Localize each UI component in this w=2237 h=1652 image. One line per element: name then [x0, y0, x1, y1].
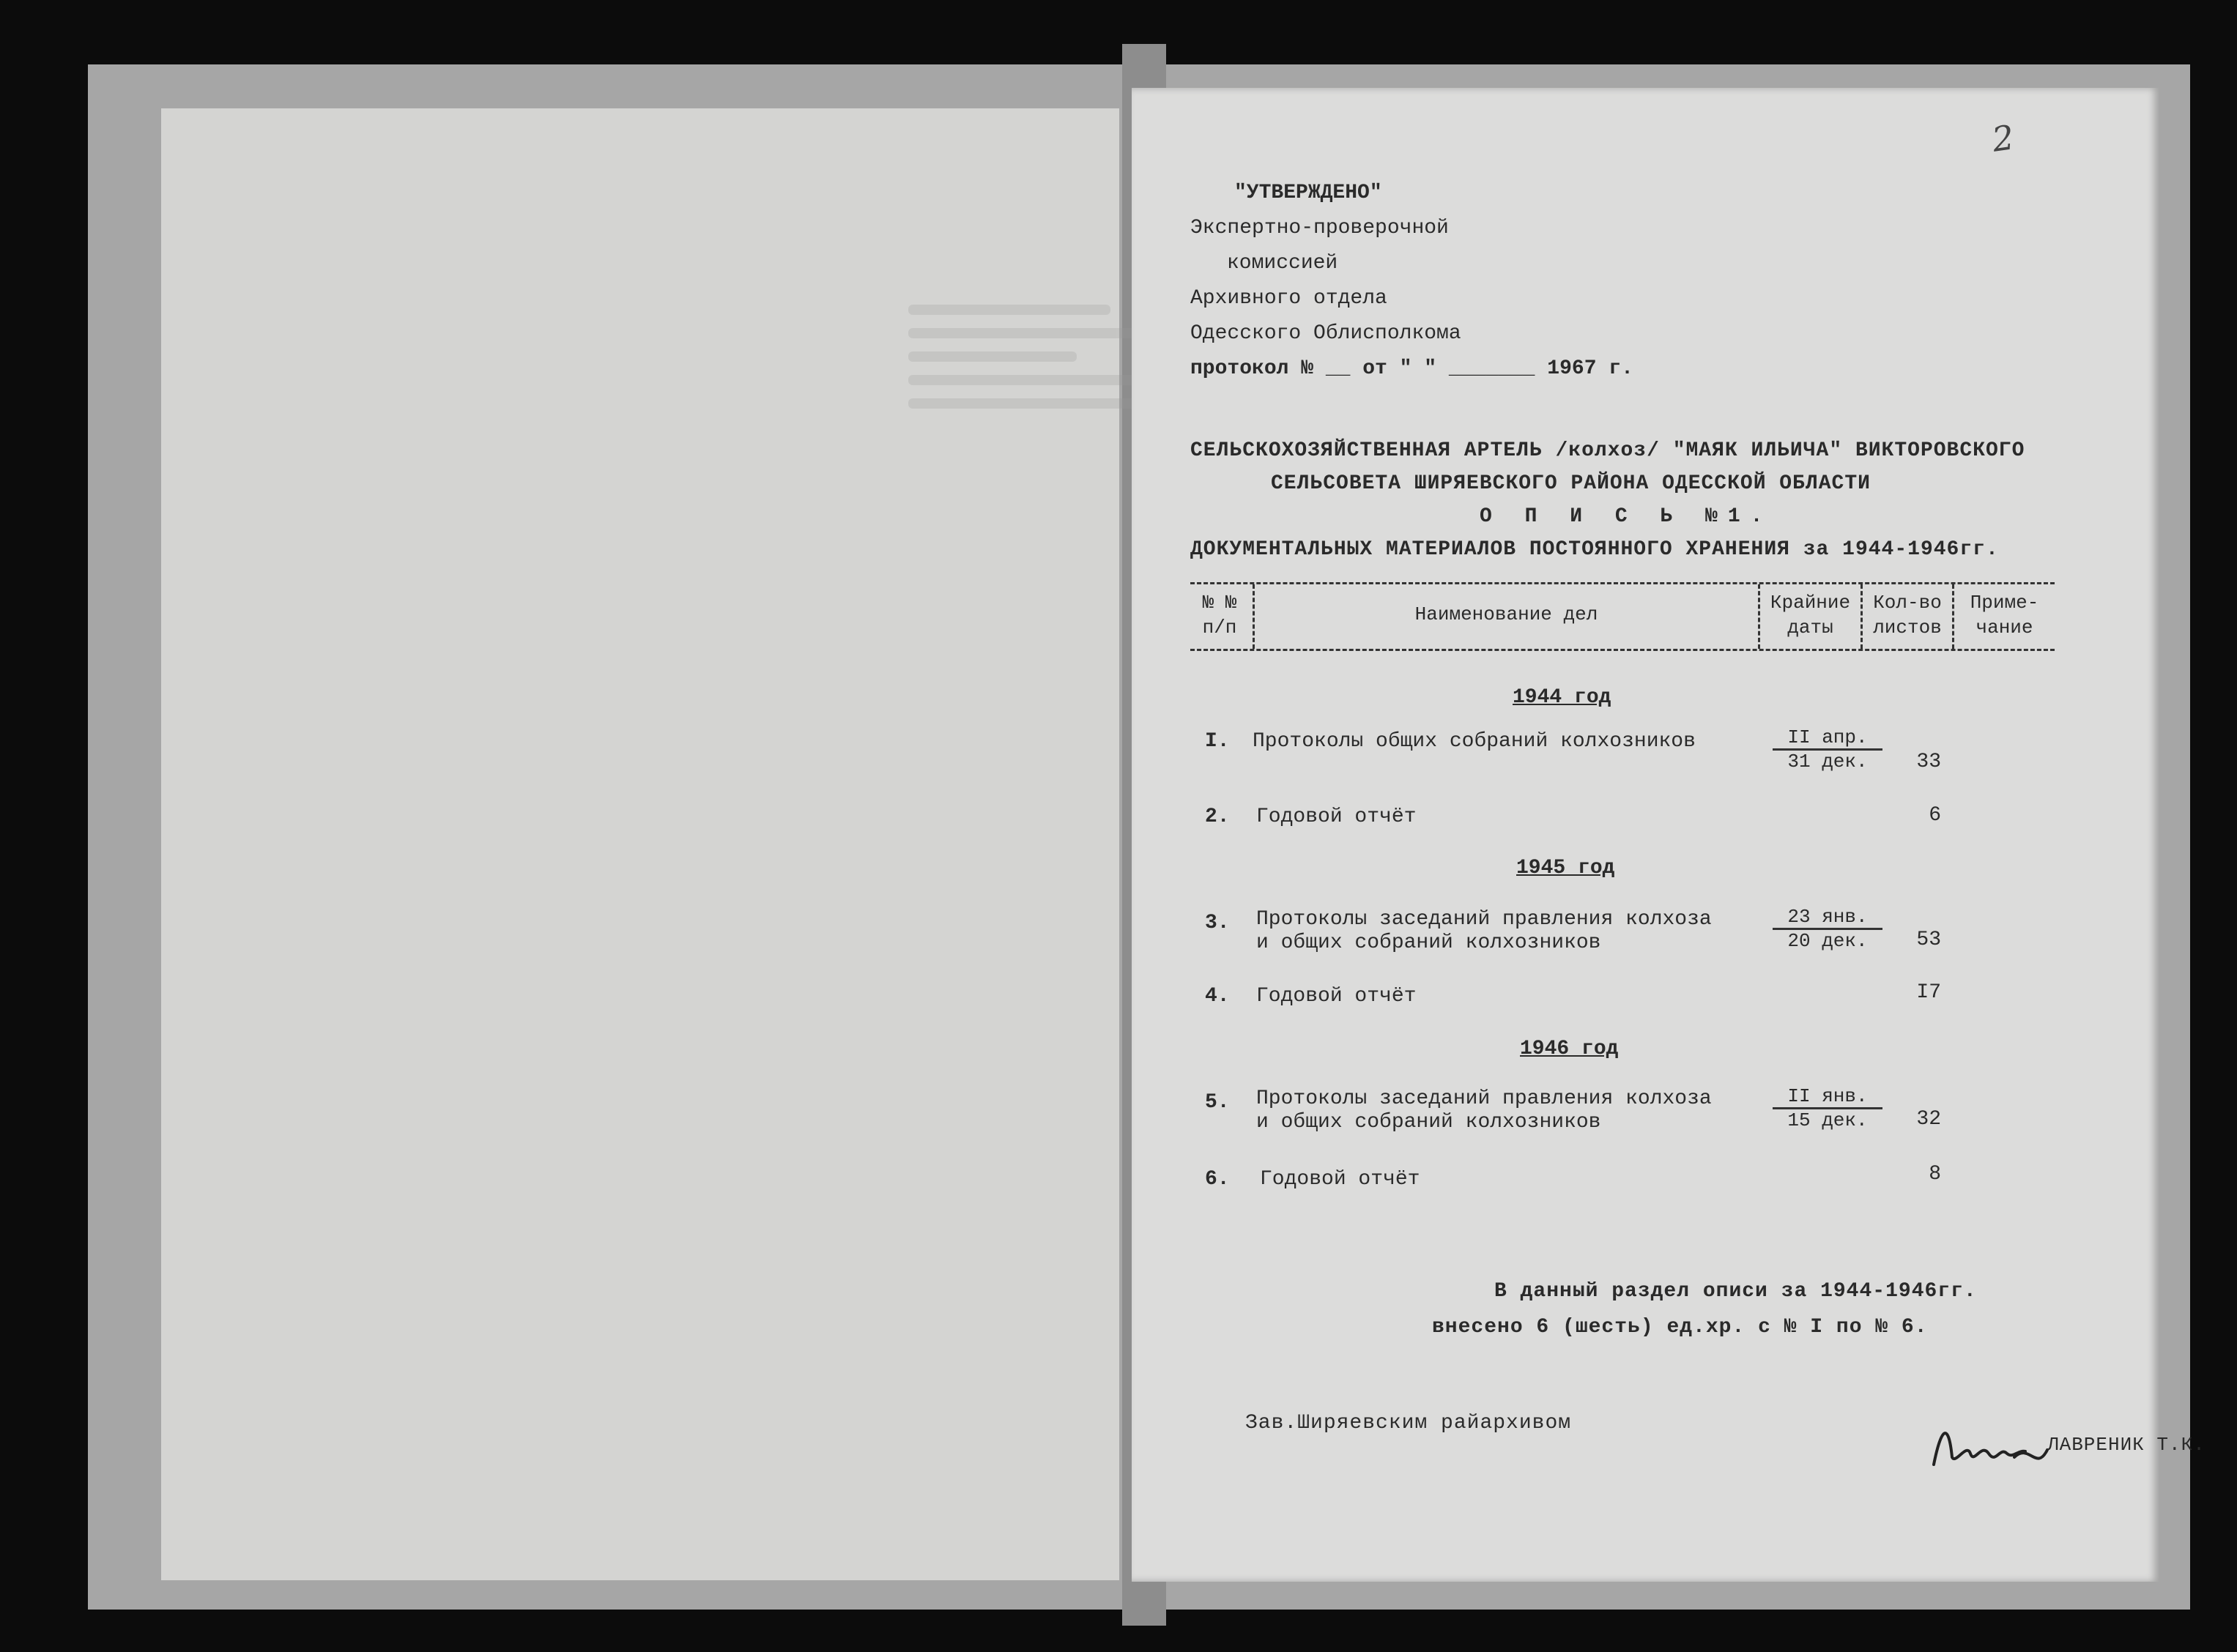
- row-title: Протоколы заседаний правления колхоза и общих собраний колхозников: [1256, 1087, 1712, 1134]
- row-number: 6.: [1205, 1168, 1230, 1191]
- row-number: 2.: [1205, 805, 1230, 828]
- date-to: 31 дек.: [1787, 751, 1868, 773]
- row-number: I.: [1205, 730, 1230, 753]
- approval-line-3: комиссией: [1227, 252, 1338, 275]
- org-title-line-1: СЕЛЬСКОХОЗЯЙСТВЕННАЯ АРТЕЛЬ /колхоз/ "МАЯК ИЛЬИЧА" ВИКТОРОВСКОГО: [1190, 439, 2025, 462]
- inventory-subtitle: ДОКУМЕНТАЛЬНЫХ МАТЕРИАЛОВ ПОСТОЯННОГО ХРАНЕНИЯ за 1944-1946гг.: [1190, 538, 1999, 561]
- col-header-name: Наименование дел: [1253, 584, 1758, 649]
- signer-title: Зав.Ширяевским райархивом: [1245, 1412, 1572, 1435]
- col-header-dates: Крайние даты: [1758, 584, 1861, 649]
- table-header: [1190, 582, 2055, 651]
- row-number: 4.: [1205, 985, 1230, 1008]
- row-sheets: 53: [1916, 929, 1941, 951]
- signer-name: ЛАВРЕНИК Т.К.: [2047, 1434, 2206, 1456]
- date-to: 20 дек.: [1787, 930, 1868, 952]
- row-title: Протоколы заседаний правления колхоза и общих собраний колхозников: [1256, 908, 1712, 954]
- summary-line-1: В данный раздел описи за 1944-1946гг.: [1494, 1280, 1977, 1303]
- approval-line-6: протокол № __ от " " _______ 1967 г.: [1190, 357, 1633, 380]
- col-header-number: № № п/п: [1202, 592, 1237, 639]
- date-from: II янв.: [1773, 1085, 1882, 1109]
- col-header-sheets: Кол-во листов: [1861, 584, 1952, 649]
- inventory-title: О П И С Ь №1.: [1480, 505, 1773, 528]
- date-from: II апр.: [1773, 726, 1882, 751]
- row-dates: [1773, 726, 1882, 773]
- year-heading: 1946 год: [1520, 1038, 1619, 1060]
- row-sheets: 32: [1916, 1108, 1941, 1131]
- left-blank-page: [161, 108, 1119, 1580]
- date-to: 15 дек.: [1787, 1109, 1868, 1131]
- col-header-notes: Приме- чание: [1952, 584, 2055, 649]
- year-heading: 1945 год: [1516, 857, 1615, 879]
- approval-line-4: Архивного отдела: [1190, 287, 1387, 310]
- row-number: 3.: [1205, 912, 1230, 934]
- summary-line-2: внесено 6 (шесть) ед.хр. с № I по № 6.: [1432, 1316, 1928, 1339]
- row-title: Годовой отчёт: [1260, 1168, 1420, 1191]
- year-heading: 1944 год: [1513, 686, 1611, 709]
- approval-line-5: Одесского Облисполкома: [1190, 322, 1461, 345]
- row-sheets: 6: [1929, 804, 1941, 827]
- row-title: Годовой отчёт: [1256, 985, 1417, 1008]
- row-sheets: I7: [1916, 981, 1941, 1004]
- approval-line-1: "УТВЕРЖДЕНО": [1234, 182, 1382, 204]
- org-title-line-2: СЕЛЬСОВЕТА ШИРЯЕВСКОГО РАЙОНА ОДЕССКОЙ ОБЛАСТИ: [1271, 472, 1871, 495]
- row-title: Годовой отчёт: [1256, 805, 1417, 828]
- row-dates: [1773, 906, 1882, 952]
- row-sheets: 8: [1929, 1163, 1941, 1186]
- row-number: 5.: [1205, 1091, 1230, 1114]
- row-title: Протоколы общих собраний колхозников: [1253, 730, 1696, 753]
- row-dates: [1773, 1085, 1882, 1131]
- page-number: 2: [1989, 117, 2017, 160]
- approval-line-2: Экспертно-проверочной: [1190, 217, 1449, 239]
- row-sheets: 33: [1916, 751, 1941, 773]
- approval-stamp: [1190, 176, 1633, 387]
- date-from: 23 янв.: [1773, 906, 1882, 930]
